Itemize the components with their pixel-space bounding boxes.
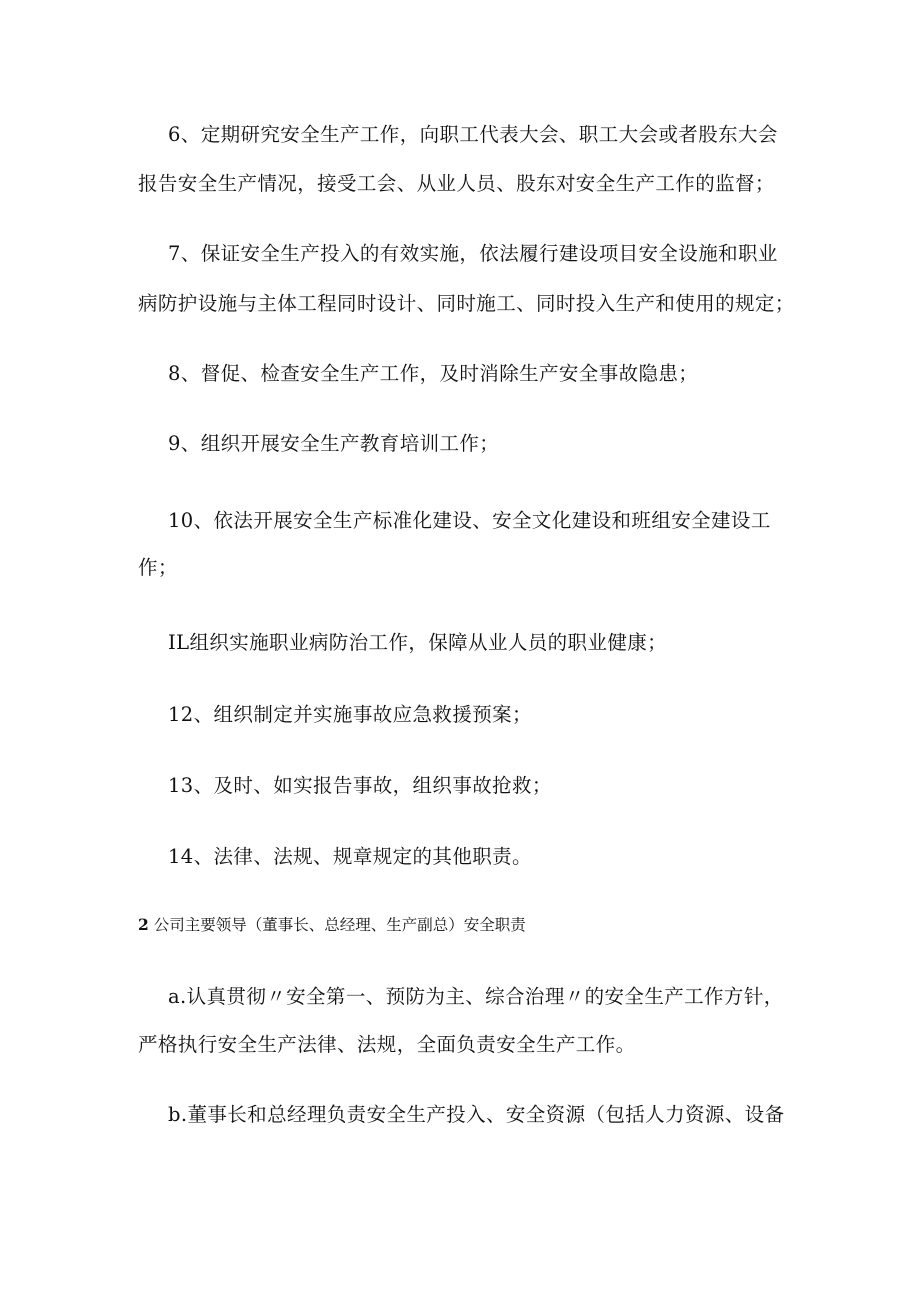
paragraph-a-line-1: a.认真贯彻〃安全第一、预防为主、综合治理〃的安全生产工作方针， — [168, 985, 784, 1008]
paragraph-7-line-1: 7、保证安全生产投入的有效实施，依法履行建设项目安全设施和职业 — [168, 242, 778, 265]
section-heading-text: 公司主要领导（董事长、总经理、生产副总）安全职责 — [153, 916, 526, 934]
section-heading-number: 2 — [138, 915, 149, 934]
paragraph-13: 13、及时、如实报告事故，组织事故抢救； — [168, 774, 552, 797]
paragraph-11: IL组织实施职业病防治工作，保障从业人员的职业健康； — [168, 631, 668, 654]
paragraph-9: 9、组织开展安全生产教育培训工作； — [168, 432, 500, 455]
paragraph-6-line-1: 6、定期研究安全生产工作，向职工代表大会、职工大会或者股东大会 — [168, 123, 778, 146]
paragraph-10-line-1: 10、依法开展安全生产标准化建设、安全文化建设和班组安全建设工 — [168, 509, 771, 532]
paragraph-6-line-2: 报告安全生产情况，接受工会、从业人员、股东对安全生产工作的监督； — [138, 172, 775, 195]
paragraph-12: 12、组织制定并实施事故应急救援预案； — [168, 703, 532, 726]
paragraph-8: 8、督促、检查安全生产工作，及时消除生产安全事故隐患； — [168, 362, 699, 385]
paragraph-14: 14、法律、法规、规章规定的其他职责。 — [168, 845, 532, 868]
paragraph-10-line-2: 作； — [138, 556, 178, 579]
section-heading — [138, 915, 526, 935]
paragraph-7-line-2: 病防护设施与主体工程同时设计、同时施工、同时投入生产和使用的规定； — [138, 292, 795, 315]
paragraph-a-line-2: 严格执行安全生产法律、法规，全面负责安全生产工作。 — [138, 1033, 636, 1056]
paragraph-b-line-1: b.董事长和总经理负责安全生产投入、安全资源（包括人力资源、设备 — [168, 1103, 785, 1126]
